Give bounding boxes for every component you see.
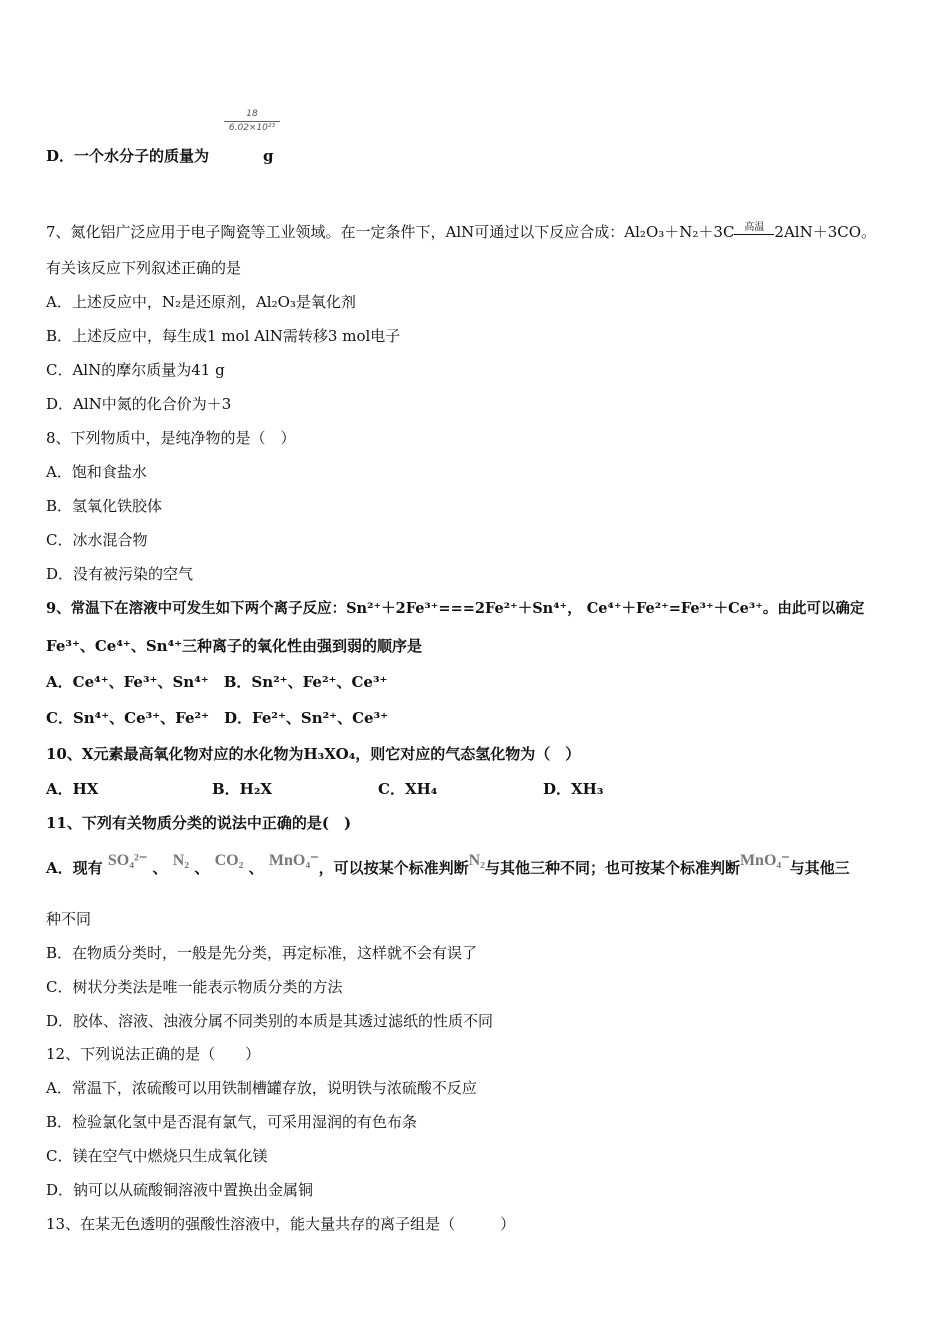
q8-option-c: C．冰水混合物 — [46, 531, 148, 549]
q11-option-d: D．胶体、溶液、浊液分属不同类别的本质是其透过滤纸的性质不同 — [46, 1012, 494, 1030]
q10-option-d: D．XH₃ — [543, 780, 604, 798]
species-nitrogen-2: N₂ — [468, 852, 485, 869]
q8-option-a: A．饱和食盐水 — [46, 463, 147, 481]
species-permanganate-2: MnO₄⁻ — [739, 852, 790, 869]
q7-option-c: C．AlN的摩尔质量为41 g — [46, 361, 225, 379]
q8-stem: 8、下列物质中，是纯净物的是（ ） — [46, 429, 296, 447]
q13-stem: 13、在某无色透明的强酸性溶液中，能大量共存的离子组是（ ） — [46, 1215, 516, 1233]
q9-stem: 9、常温下在溶液中可发生如下两个离子反应：Sn²⁺＋2Fe³⁺===2Fe²⁺＋Sn⁴⁺， Ce⁴⁺＋Fe²⁺=Fe³⁺＋Ce³⁺。由此可以确定 — [46, 600, 865, 617]
q12-stem: 12、下列说法正确的是（ ） — [46, 1045, 261, 1063]
q7-option-b: B．上述反应中，每生成1 mol AlN需转移3 mol电子 — [46, 327, 401, 345]
q9-stem-2: Fe³⁺、Ce⁴⁺、Sn⁴⁺三种离子的氧化性由强到弱的顺序是 — [46, 637, 423, 655]
q9-options-ab: A．Ce⁴⁺、Fe³⁺、Sn⁴⁺ B．Sn²⁺、Fe²⁺、Ce³⁺ — [46, 673, 388, 691]
q7-option-a: A．上述反应中，N₂是还原剂，Al₂O₃是氧化剂 — [46, 293, 356, 311]
q10-stem: 10、X元素最高氧化物对应的水化物为H₃XO₄，则它对应的气态氢化物为（ ） — [46, 745, 581, 763]
fraction-numerator: 18 — [246, 109, 258, 119]
q7-option-d: D．AlN中氮的化合价为＋3 — [46, 395, 232, 413]
q12-option-c: C．镁在空气中燃烧只生成氧化镁 — [46, 1147, 268, 1165]
fraction-image — [224, 109, 280, 134]
species-sulfate: SO₄²⁻ — [107, 852, 148, 869]
q7-stem-2: 有关该反应下列叙述正确的是 — [46, 259, 242, 277]
q11-option-a: A．现有 SO₄²⁻ 、 N₂ 、 CO₂ 、 MnO₄⁻，可以按某个标准判断N₂与其他三种不同；也可按某个标准判断MnO₄⁻与其他三 — [46, 852, 850, 877]
species-co2: CO₂ — [214, 852, 244, 869]
q9-options-cd: C．Sn⁴⁺、Ce³⁺、Fe²⁺ D．Fe²⁺、Sn²⁺、Ce³⁺ — [46, 709, 389, 727]
q12-option-b: B．检验氯化氢中是否混有氯气，可采用湿润的有色布条 — [46, 1113, 418, 1131]
q11-stem: 11、下列有关物质分类的说法中正确的是( ) — [46, 814, 352, 832]
species-nitrogen: N₂ — [172, 852, 190, 869]
species-permanganate: MnO₄⁻ — [268, 852, 319, 869]
q10-option-c: C．XH₄ — [378, 780, 438, 798]
q6-option-d: D．一个水分子的质量为 g — [46, 147, 274, 165]
q11-option-b: B．在物质分类时，一般是先分类，再定标准，这样就不会有误了 — [46, 944, 478, 962]
q8-option-b: B．氢氧化铁胶体 — [46, 497, 163, 515]
fraction-denominator: 6.02×10²³ — [228, 123, 276, 133]
q7-stem: 7、氮化铝广泛应用于电子陶瓷等工业领域。在一定条件下，AlN可通过以下反应合成：Al₂O₃＋N₂＋3C 高温 2AlN＋3CO。 — [46, 222, 877, 241]
q11-option-c: C．树状分类法是唯一能表示物质分类的方法 — [46, 978, 343, 996]
q12-option-a: A．常温下，浓硫酸可以用铁制槽罐存放，说明铁与浓硫酸不反应 — [46, 1079, 477, 1097]
q10-option-b: B．H₂X — [212, 780, 273, 798]
q12-option-d: D．钠可以从硫酸铜溶液中置换出金属铜 — [46, 1181, 314, 1199]
q10-option-a: A．HX — [46, 780, 99, 798]
q8-option-d: D．没有被污染的空气 — [46, 565, 194, 583]
reaction-condition: 高温 — [734, 222, 774, 235]
q11-option-a-line2: 种不同 — [46, 910, 92, 928]
